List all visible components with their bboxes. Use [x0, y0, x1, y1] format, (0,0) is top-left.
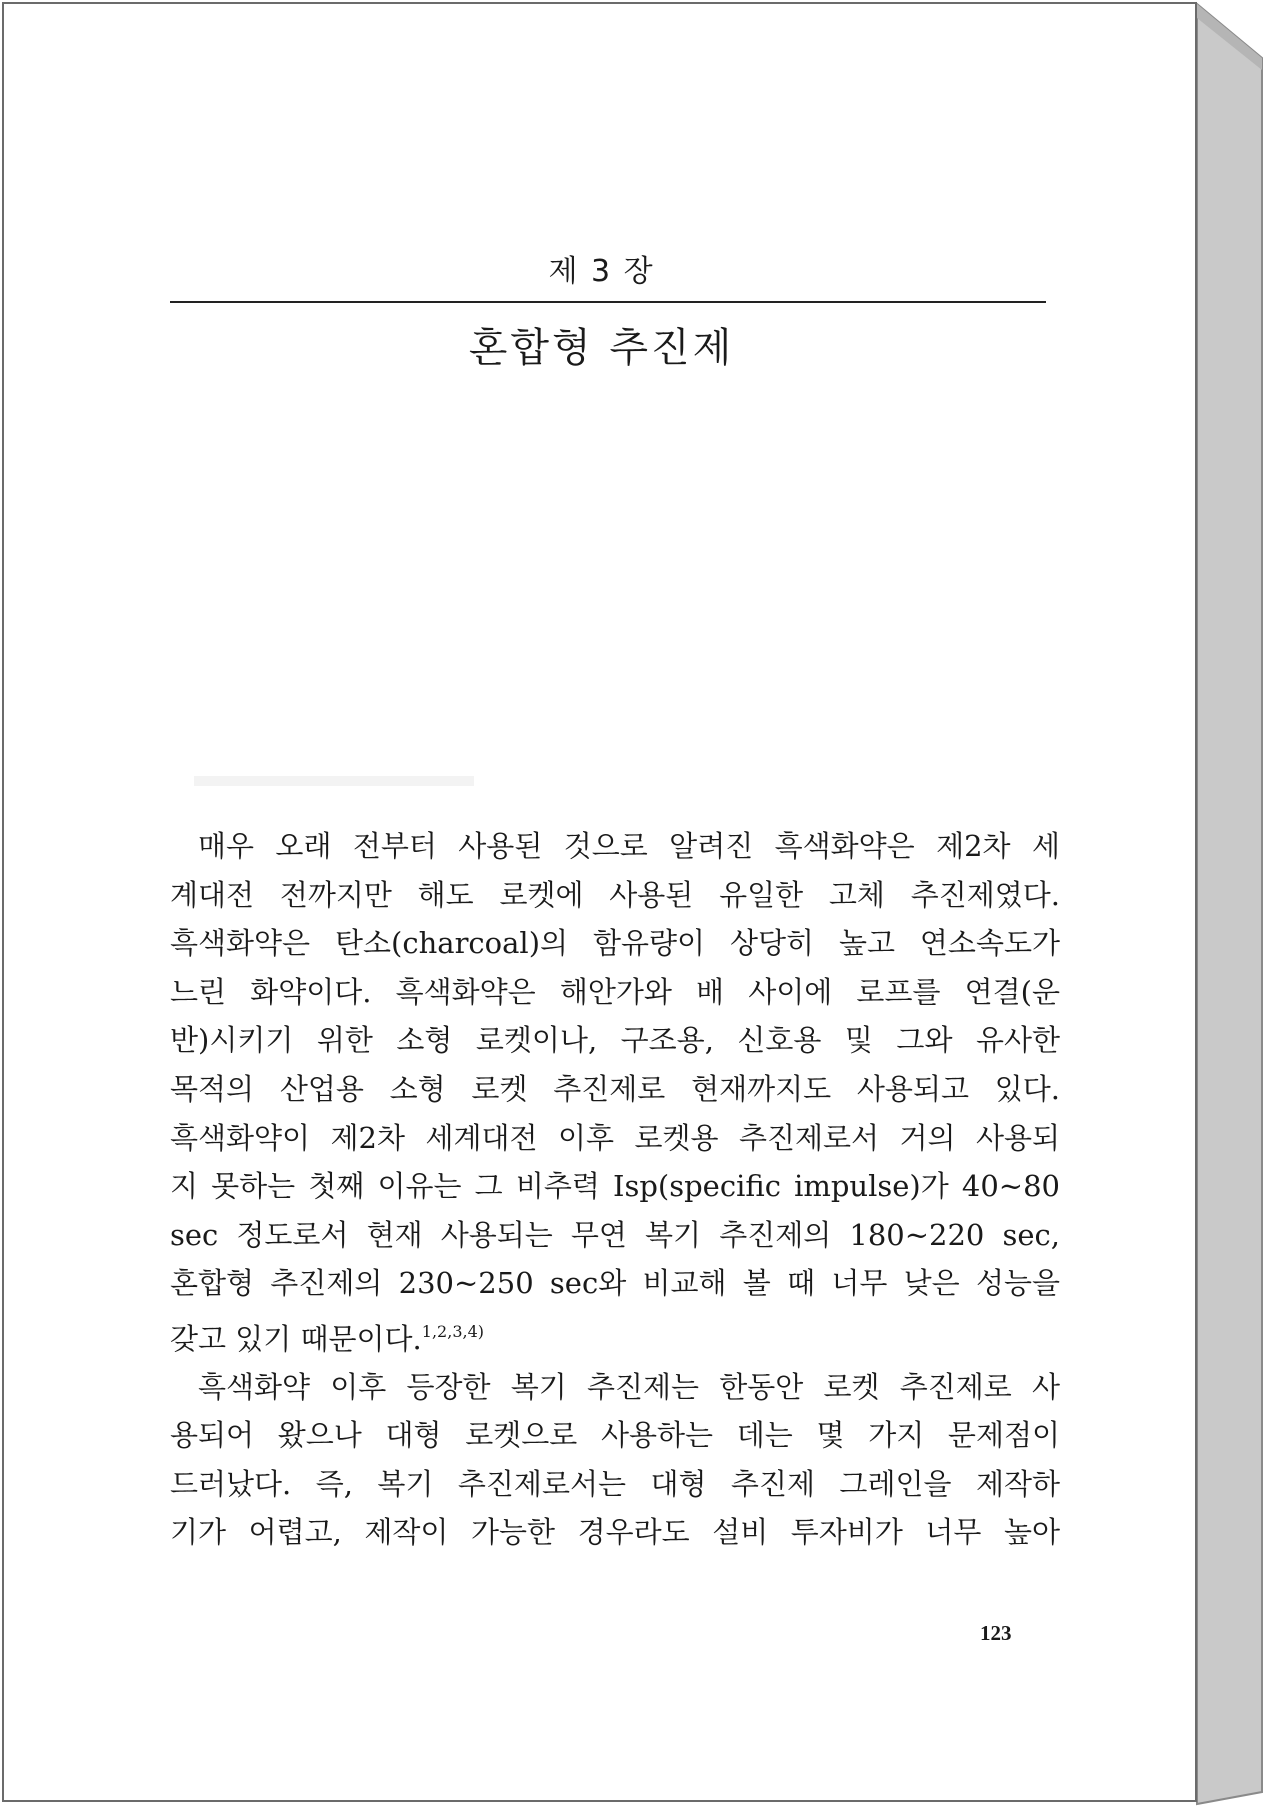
text-line: 매우 오래 전부터 사용된 것으로 알려진 흑색화약은 제2차 세 [198, 829, 1060, 863]
text-line: 흑색화약 이후 등장한 복기 추진제는 한동안 로켓 추진제로 사 [198, 1369, 1060, 1404]
page-number: 123 [980, 1621, 1012, 1645]
chapter-title: 혼합형 추진제 [468, 325, 735, 371]
text-line: 목적의 산업용 소형 로켓 추진제로 현재까지도 사용되고 있다. [170, 1071, 1060, 1106]
reference-superscript: 1,2,3,4) [421, 1321, 484, 1341]
book-page [2, 2, 1197, 1802]
text-line: 지 못하는 첫째 이유는 그 비추력 Isp(specific impulse)가 40~80 [170, 1169, 1060, 1204]
text-line: 느린 화약이다. 흑색화약은 해안가와 배 사이에 로프를 연결(운 [170, 974, 1060, 1009]
text-line-last [170, 1308, 1060, 1357]
text-line: sec 정도로서 현재 사용되는 무연 복기 추진제의 180~220 sec, [170, 1217, 1060, 1252]
chapter-number: 제 3 장 [548, 254, 655, 289]
paragraph-2 [170, 1363, 1060, 1557]
text-line: 혼합형 추진제의 230~250 sec와 비교해 볼 때 너무 낮은 성능을 [170, 1266, 1060, 1301]
scan-smudge [194, 776, 474, 786]
text-line: 용되어 왔으나 대형 로켓으로 사용하는 데는 몇 가지 문제점이 [170, 1418, 1060, 1453]
text-line: 계대전 전까지만 해도 로켓에 사용된 유일한 고체 추진제였다. [170, 877, 1060, 912]
text-line: 반)시키기 위한 소형 로켓이나, 구조용, 신호용 및 그와 유사한 [170, 1023, 1060, 1058]
chapter-rule [170, 301, 1046, 303]
body-text [170, 822, 1060, 1557]
text-line: 흑색화약이 제2차 세계대전 이후 로켓용 추진제로서 거의 사용되 [170, 1120, 1060, 1155]
text-line-content: 갖고 있기 때문이다. [170, 1321, 422, 1356]
text-line: 드러났다. 즉, 복기 추진제로서는 대형 추진제 그레인을 제작하 [170, 1466, 1060, 1501]
text-line: 기가 어렵고, 제작이 가능한 경우라도 설비 투자비가 너무 높아 [170, 1515, 1060, 1550]
paragraph-1 [170, 822, 1060, 1357]
text-line: 흑색화약은 탄소(charcoal)의 함유량이 상당히 높고 연소속도가 [170, 926, 1060, 961]
